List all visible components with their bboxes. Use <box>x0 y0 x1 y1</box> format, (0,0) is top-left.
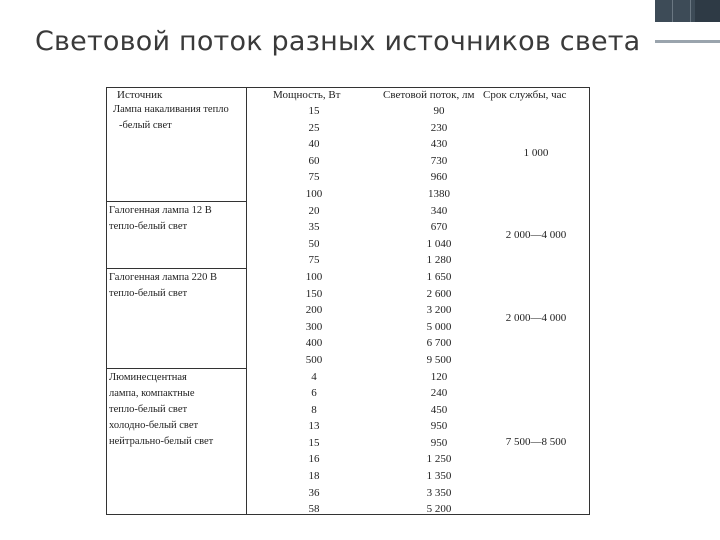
flux-cell: 120 <box>430 370 448 383</box>
power-cell: 15 <box>308 105 320 117</box>
power-cell: 200 <box>305 304 323 317</box>
group-divider <box>107 368 246 369</box>
source-label: холодно-белый свет <box>109 420 199 431</box>
flux-cell: 1 040 <box>426 237 452 250</box>
source-label: тепло-белый свет <box>109 404 188 415</box>
power-cell: 75 <box>308 254 320 267</box>
power-cell: 6 <box>311 387 317 400</box>
power-cell: 16 <box>308 453 320 466</box>
flux-cell: 670 <box>430 221 448 234</box>
power-cell: 8 <box>311 403 317 416</box>
power-cell: 58 <box>308 503 320 516</box>
power-cell: 75 <box>308 171 320 184</box>
source-group-incandescent <box>113 102 229 134</box>
power-cell: 4 <box>311 370 317 383</box>
flux-cell: 950 <box>430 436 448 449</box>
source-label: лампа, компактные <box>109 388 195 399</box>
flux-cell: 9 500 <box>426 353 452 366</box>
flux-cell: 90 <box>433 105 445 117</box>
life-cell: 2 000—4 000 <box>505 312 567 324</box>
flux-cell: 1 280 <box>426 254 452 267</box>
flux-cell: 950 <box>430 420 448 433</box>
power-cell: 50 <box>308 237 320 250</box>
flux-cell: 960 <box>430 171 448 184</box>
group-divider <box>107 201 246 202</box>
header-life: Срок службы, час <box>483 89 567 101</box>
source-label: -белый свет <box>119 120 172 131</box>
flux-cell: 3 200 <box>426 304 452 317</box>
power-cell: 25 <box>308 121 320 134</box>
flux-cell: 1380 <box>428 187 450 200</box>
flux-cell: 5 000 <box>426 320 452 333</box>
source-label: нейтрально-белый свет <box>109 436 214 447</box>
power-cell: 18 <box>308 470 320 483</box>
life-cell: 1 000 <box>523 147 549 159</box>
table-column-divider <box>246 88 247 514</box>
flux-cell: 3 350 <box>426 486 452 499</box>
flux-cell: 240 <box>430 387 448 400</box>
source-group-fluorescent <box>109 370 213 450</box>
power-cell: 60 <box>308 154 320 167</box>
life-cell: 2 000—4 000 <box>505 229 567 241</box>
power-cell: 300 <box>305 320 323 333</box>
source-label: тепло-белый свет <box>109 288 188 299</box>
flux-cell: 1 350 <box>426 470 452 483</box>
power-cell: 100 <box>305 187 323 200</box>
flux-cell: 730 <box>430 154 448 167</box>
flux-cell: 2 600 <box>426 287 452 300</box>
header-source: Источник <box>117 89 163 101</box>
flux-cell: 1 250 <box>426 453 452 466</box>
power-cell: 500 <box>305 353 323 366</box>
flux-cell: 1 650 <box>426 270 452 283</box>
power-cell: 40 <box>308 138 320 151</box>
source-label: Люминесцентная <box>109 372 187 383</box>
group-divider <box>107 268 246 269</box>
power-cell: 35 <box>308 221 320 234</box>
power-cell: 13 <box>308 420 320 433</box>
flux-cell: 230 <box>430 121 448 134</box>
power-cell: 15 <box>308 436 320 449</box>
lighting-table <box>106 87 590 515</box>
source-group-halogen-220v <box>109 270 217 302</box>
source-group-halogen-12v <box>109 203 212 235</box>
source-label: Лампа накаливания тепло <box>113 104 229 115</box>
power-cell: 150 <box>305 287 323 300</box>
power-cell: 20 <box>308 204 320 217</box>
header-decoration-line <box>655 40 720 43</box>
flux-cell: 5 200 <box>426 503 452 516</box>
header-flux: Световой поток, лм <box>383 89 475 101</box>
source-label: Галогенная лампа 12 В <box>109 205 212 216</box>
power-cell: 36 <box>308 486 320 499</box>
header-decoration-tick <box>672 0 673 22</box>
header-decoration-mid <box>655 0 695 22</box>
power-cell: 400 <box>305 337 323 350</box>
source-label: тепло-белый свет <box>109 221 188 232</box>
power-column <box>282 103 346 518</box>
flux-cell: 340 <box>430 204 448 217</box>
source-label: Галогенная лампа 220 В <box>109 272 218 283</box>
flux-cell: 6 700 <box>426 337 452 350</box>
flux-column <box>399 103 479 518</box>
flux-cell: 430 <box>430 138 448 151</box>
header-decoration-tick <box>690 0 691 22</box>
flux-cell: 450 <box>430 403 448 416</box>
header-power: Мощность, Вт <box>273 89 341 101</box>
life-cell: 7 500—8 500 <box>505 436 567 448</box>
slide-title: Световой поток разных источников света <box>35 26 641 57</box>
power-cell: 100 <box>305 270 323 283</box>
